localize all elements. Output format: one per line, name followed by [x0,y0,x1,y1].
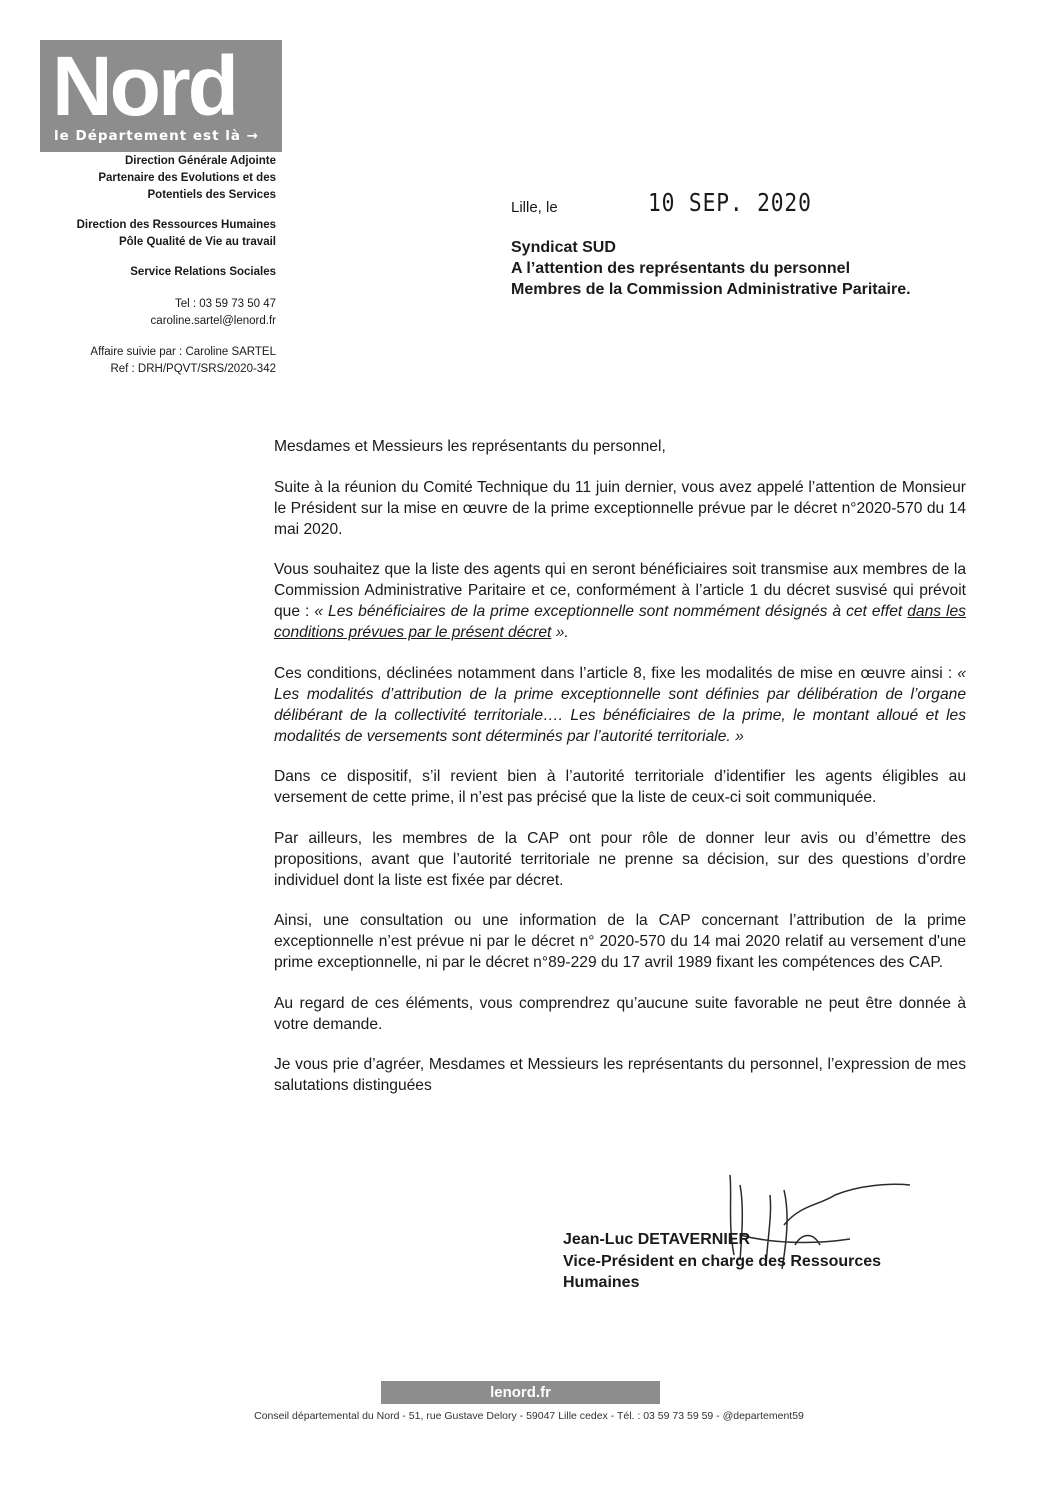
sender-phone: Tel : 03 59 73 50 47 [174,298,276,310]
nord-logo [40,40,282,152]
recipient-line: A l’attention des représentants du personnel [511,260,851,277]
paragraph-3-quote: « Les modalités d’attribution de la prime exceptionnelle sont définies par délibération de l’organe délibérant de la collectivité territoriale…. Les bénéficiaires de la prime, le montant alloué et les modalités de versements sont déterminés par l’autorité territoriale. » [274,664,966,745]
date-label: Lille, le [511,199,558,216]
recipient-line: Membres de la Commission Administrative Paritaire. [511,281,911,298]
reference-followed-by: Affaire suivie par : Caroline SARTEL [90,346,276,358]
closing: Je vous prie d’agréer, Mesdames et Messieurs les représentants du personnel, l’expression de mes salutations distinguées [274,1056,966,1094]
paragraph-3 [274,663,966,747]
sender-direction-rh [77,217,276,251]
sender-line: Partenaire des Evolutions et des [98,172,276,184]
sender-line: Potentiels des Services [147,189,276,201]
paragraph-7: Au regard de ces éléments, vous comprendrez qu’aucune suite favorable ne peut être donnée à votre demande. [274,994,966,1033]
paragraph-2-intro: Vous souhaitez que la liste des agents qui en seront bénéficiaires soit transmise aux membres de la Commission Administrative Paritaire et ce, conformément à l’article 1 du décret susvisé qui prévoit que : [274,561,966,620]
reference-number: Ref : DRH/PQVT/SRS/2020-342 [110,363,276,375]
date-stamp: 10 SEP. 2020 [648,188,812,217]
sender-direction-generale [98,153,276,204]
sender-reference [90,344,276,378]
paragraph-1: Suite à la réunion du Comité Technique du 11 juin dernier, vous avez appelé l’attention de Monsieur le Président sur la mise en œuvre de la prime exceptionnelle prévue par le décret n°2020-570 du 14 mai 2020. [274,478,966,538]
paragraph-2 [274,559,966,643]
paragraph-4: Dans ce dispositif, s’il revient bien à l’autorité territoriale d’identifier les agents éligibles au versement de cette prime, il n’est pas précisé que la liste de ceux-ci soit communiquée. [274,768,966,806]
footer-address: Conseil départemental du Nord - 51, rue Gustave Delory - 59047 Lille cedex - Tél. : 03 59 73 59 59 - @departement59 [254,1410,804,1422]
paragraph-2-quote: « Les bénéficiaires de la prime exceptionnelle sont nommément désignés à cet effet [314,603,903,620]
recipient-block [511,237,911,300]
salutation: Mesdames et Messieurs les représentants du personnel, [274,438,666,455]
sender-line: Direction des Ressources Humaines [76,219,276,231]
paragraph-2-quote-underlined: dans les conditions prévues par le présent décret [274,603,966,641]
paragraph-2-quote-end: ». [555,624,569,641]
sender-contact [151,296,276,330]
signatory-name: Jean-Luc DETAVERNIER [563,1231,750,1248]
recipient-line: Syndicat SUD [511,239,616,256]
paragraph-3-intro: Ces conditions, déclinées notamment dans l’article 8, fixe les modalités de mise en œuvre ainsi : [274,664,953,682]
signatory-title: Vice-Président en charge des Ressources [563,1252,882,1270]
sender-line: Direction Générale Adjointe [124,155,276,167]
paragraph-6: Ainsi, une consultation ou une information de la CAP concernant l’attribution de la prime exceptionnelle n’est prévue ni par le décret n° 2020-570 du 14 mai 2020 relatif au versement d'une prime exceptionnelle, ni par le décret n°89-229 du 17 avril 1989 fixant les compétences des CAP. [274,912,966,971]
sender-line: Pôle Qualité de Vie au travail [118,236,276,248]
signatory-block [563,1229,881,1294]
sender-service: Service Relations Sociales [130,266,276,278]
paragraph-5: Par ailleurs, les membres de la CAP ont pour rôle de donner leur avis ou d’émettre des propositions, avant que l’autorité territoriale ne prenne sa décision, sur des questions d’ordre individuel dont la liste est fixée par décret. [274,829,966,889]
footer-site-banner: lenord.fr [381,1381,660,1404]
logo-tagline: le Département est là → [54,128,259,144]
letter-body [274,436,966,1116]
signatory-title-continued: Humaines [563,1274,640,1291]
logo-word: Nord [52,39,236,133]
sender-email: caroline.sartel@lenord.fr [150,315,276,327]
